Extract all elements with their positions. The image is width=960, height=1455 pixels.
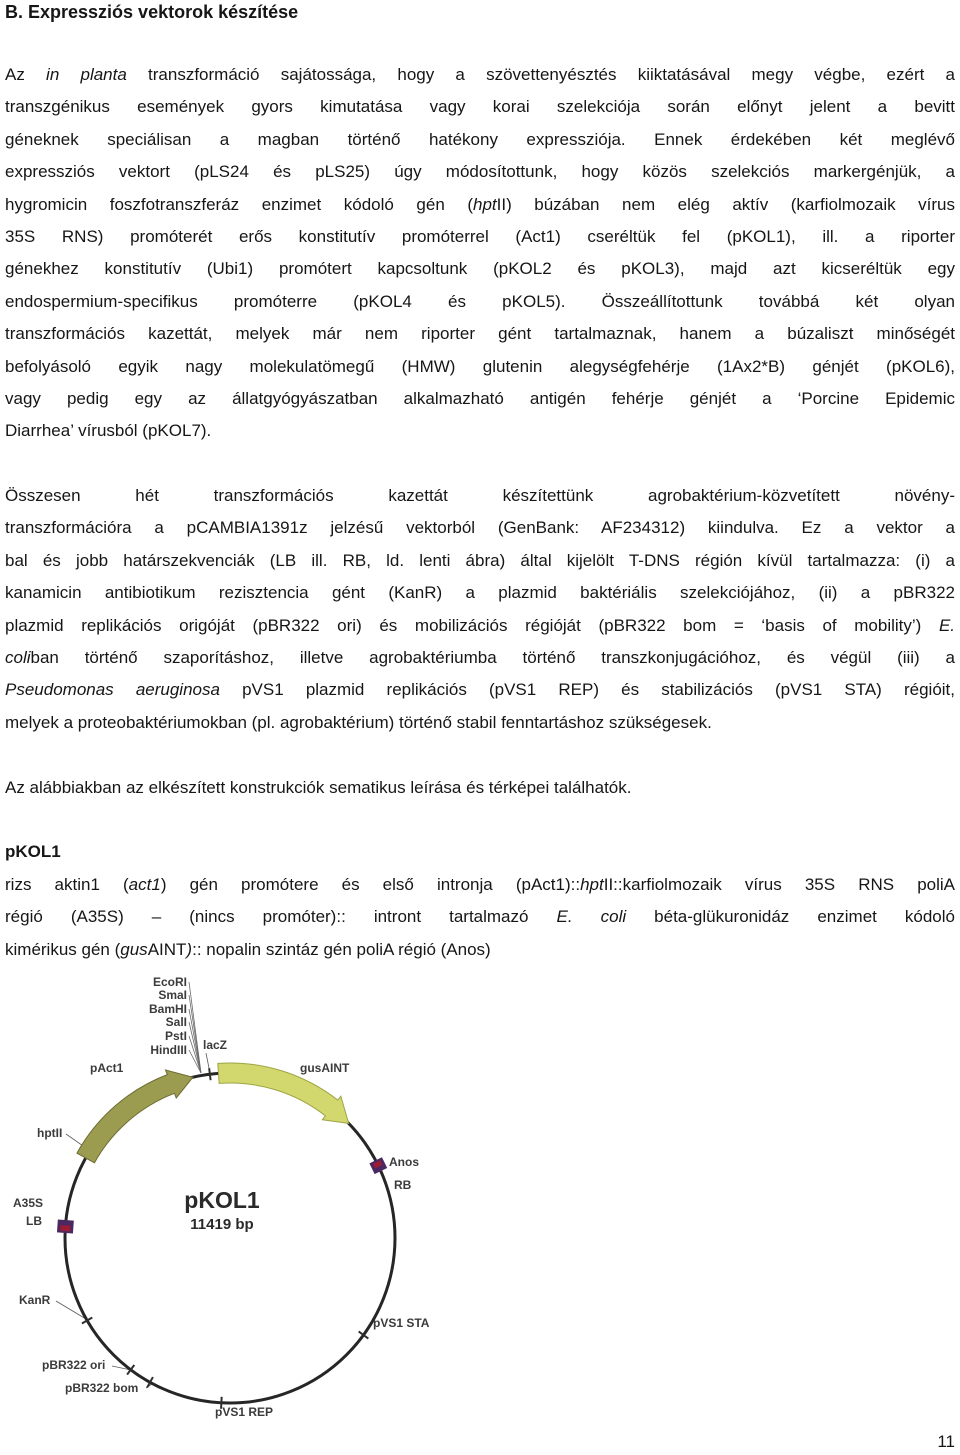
mcs-smai-label: SmaI: [158, 988, 187, 1002]
text-segment: transzformációs kazettát, melyek már nem riporter gént tartalmaznak, hanem a búzaliszt minőségét: [5, 324, 955, 344]
paragraph: [5, 59, 955, 448]
text-segment: bal és jobb határszekvenciák (LB ill. RB, ld. lenti ábra) által kijelölt T-DNS régión kívül tartalmazza: (i) a: [5, 550, 955, 570]
gusaint-label: gusAINT: [300, 1061, 350, 1075]
text-line: [5, 91, 955, 123]
text-line: [5, 512, 955, 544]
text-segment: expressziós vektort (pLS24 és pLS25) úgy módosítottunk, hogy közös szelekciós markergénjük, a: [5, 162, 955, 182]
plasmid-size: 11419 bp: [190, 1216, 254, 1233]
text-segment: kimérikus gén (: [5, 939, 121, 959]
italic-text: gus: [120, 939, 148, 959]
text-line: [5, 934, 955, 966]
text-segment: endospermium-specifikus promóterre (pKOL4 és pKOL5). Összeállítottunk továbbá két olyan: [5, 291, 955, 311]
text-line: [5, 869, 955, 901]
italic-text: Pseudomonas aeruginosa: [5, 680, 220, 700]
text-segment: AINT: [147, 939, 187, 959]
text-line: [5, 189, 955, 221]
text-line: [5, 772, 955, 804]
italic-text: act1: [128, 874, 161, 894]
text-segment: transzformációra a pCAMBIA1391z jelzésű vektorból (GenBank: AF234312) kiindulva. Ez a vektor a: [5, 518, 955, 538]
italic-text: hpt: [472, 194, 497, 214]
text-segment: befolyásoló egyik nagy molekulatömegű (HMW) glutenin alegységfehérje (1Ax2*B) génjét (pKOL6),: [5, 356, 955, 376]
text-line: [5, 577, 955, 609]
text-segment: ) gén promótere és első intronja (pAct1)::: [160, 874, 581, 894]
a35s-lb-marker: [57, 1219, 74, 1233]
lacz-tick: [209, 1068, 210, 1080]
text-segment: II) búzában nem elég aktív (karfiolmozaik vírus: [496, 194, 955, 214]
plasmid-name: pKOL1: [184, 1187, 260, 1213]
text-line: [5, 221, 955, 253]
text-line: [5, 610, 955, 642]
anos-label: Anos: [389, 1155, 419, 1169]
text-segment: béta-glükuronidáz enzimet kódoló: [626, 907, 955, 927]
text-segment: transzformáció sajátossága, hogy a szövettenyésztés kiiktatásával megy végbe, ezért a: [126, 65, 955, 84]
text-segment: régió (A35S) – (nincs promóter):: intront tartalmazó: [5, 907, 557, 927]
text-segment: génekhez konstitutív (Ubi1) promótert kapcsoltunk (pKOL2 és pKOL3), majd azt kicseréltük egy: [5, 259, 955, 279]
text-line: [5, 59, 955, 91]
a35s-label: A35S: [13, 1196, 44, 1210]
text-segment: melyek a proteobaktériumokban (pl. agrobaktérium) történő stabil fenntartáshoz szükségesek.: [5, 712, 712, 732]
text-line: [5, 480, 955, 512]
page-number: 11: [937, 1432, 955, 1451]
italic-text: E. coli: [556, 907, 627, 927]
section-heading: B. Expressziós vektorok készítése: [5, 2, 299, 22]
text-segment: kanamicin antibiotikum rezisztencia gént (KanR) a plazmid baktériális szelekciójához, (ii) a pBR322: [5, 583, 955, 603]
italic-text: in planta: [46, 65, 127, 84]
text-line: [5, 674, 955, 706]
text-segment: :: nopalin szintáz gén poliA régió (Anos): [192, 939, 491, 959]
kanr-label: KanR: [19, 1293, 51, 1307]
text-segment: Az alábbiakban az elkészített konstrukciók sematikus leírása és térképei találhatók.: [5, 777, 632, 797]
text-segment: plazmid replikációs origóját (pBR322 ori) és mobilizációs régióját (pBR322 bom = ‘basis of mobility’): [5, 615, 939, 635]
hptii-label: hptII: [37, 1126, 63, 1140]
body-text: [5, 59, 955, 966]
mcs-bamhi-label: BamHI: [148, 1002, 187, 1016]
construct-title: pKOL1: [5, 842, 61, 862]
mcs-psti-label: PstI: [164, 1029, 187, 1043]
mcs-sali-label: SalI: [165, 1015, 187, 1029]
text-segment: 35S RNS) promóterét erős konstitutív promóterrel (Act1) cseréltük fel (pKOL1), ill. a riporter: [5, 226, 955, 246]
italic-text: E.: [938, 615, 955, 635]
text-segment: Diarrhea’ vírusból (pKOL7).: [5, 421, 212, 441]
italic-text: coli: [5, 648, 31, 668]
text-line: [5, 253, 955, 285]
text-segment: vagy pedig egy az állatgyógyászatban alkalmazható antigén fehérje génjét a ‘Porcine Epidemic: [5, 388, 955, 408]
text-line: [5, 286, 955, 318]
pvs1-sta-label: pVS1 STA: [373, 1316, 430, 1330]
construct-section: [5, 836, 955, 966]
a35s-lb-marker-inner: [60, 1225, 70, 1231]
text-line: [5, 383, 955, 415]
lb-label: LB: [26, 1214, 42, 1228]
text-line: [5, 707, 955, 739]
rb-label: RB: [394, 1178, 412, 1192]
pbr322-ori-label: pBR322 ori: [42, 1358, 106, 1372]
text-segment: transzgénikus események gyors kimutatása vagy korai szelekciója során előnyt jelent a bevitt: [5, 97, 955, 117]
italic-text: hpt: [580, 874, 604, 894]
paragraph: [5, 480, 955, 739]
text-line: [5, 351, 955, 383]
paragraph: [5, 772, 955, 804]
text-segment: géneknek speciálisan a magban történő hatékony expressziója. Ennek érdekében két meglévő: [5, 129, 955, 149]
text-segment: pVS1 plazmid replikációs (pVS1 REP) és stabilizációs (pVS1 STA) régióit,: [219, 680, 955, 700]
anos-rb-marker: [369, 1157, 387, 1174]
text-line: [5, 642, 955, 674]
text-line: [5, 901, 955, 933]
text-line: [5, 415, 955, 447]
pvs1-rep-label: pVS1 REP: [215, 1405, 274, 1419]
lacz-label: lacZ: [203, 1038, 228, 1052]
text-segment: rizs aktin1 (: [5, 874, 129, 894]
text-line: [5, 124, 955, 156]
text-line: [5, 156, 955, 188]
text-segment: Az: [5, 65, 47, 84]
text-segment: Összesen hét transzformációs kazettát készítettünk agrobaktérium-közvetített növény-: [5, 486, 955, 506]
plasmid-map: [0, 970, 480, 1440]
mcs-hindiii-label: HindIII: [150, 1043, 187, 1057]
text-segment: ban történő szaporításhoz, illetve agrobaktériumba történő transzkonjugációhoz, és végül (iii) a: [30, 648, 955, 668]
pact1-arrow: [77, 1070, 193, 1163]
text-line: [5, 318, 955, 350]
text-segment: hygromicin foszfotranszferáz enzimet kódoló gén (: [5, 194, 473, 214]
pact1-label: pAct1: [90, 1061, 124, 1075]
pbr322-bom-label: pBR322 bom: [65, 1381, 139, 1395]
text-line: [5, 545, 955, 577]
text-segment: II::karfiolmozaik vírus 35S RNS poliA: [603, 874, 955, 894]
mcs-pointer-lines: [189, 982, 201, 1073]
mcs-ecori-label: EcoRI: [152, 975, 187, 989]
italic-text: ): [186, 939, 193, 959]
